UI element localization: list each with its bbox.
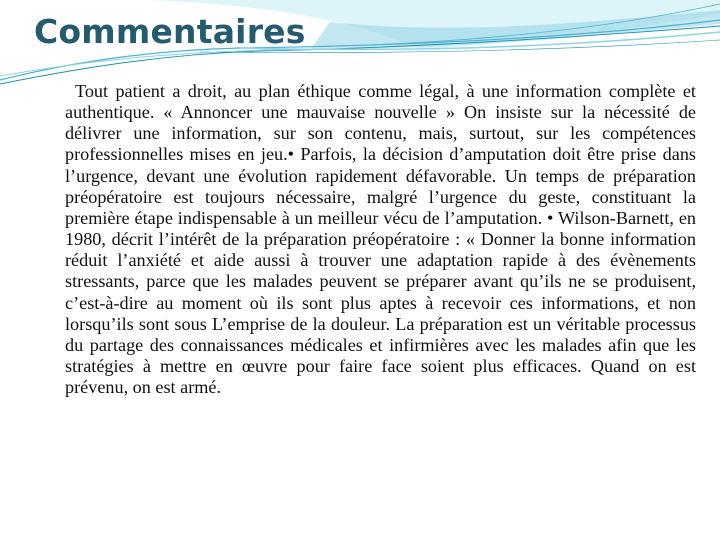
slide-title: Commentaires xyxy=(34,12,306,51)
body-paragraph: Tout patient a droit, au plan éthique comme légal, à une information complète et authentique. « Annoncer une mauvaise nouvelle » On insiste sur la nécessité de délivrer une information, sur son contenu, mais, surtout, sur les compétences professionnelles mises en jeu.• Parfois, la décision d’amputation doit être prise dans l’urgence, devant une évolution rapidement défavorable. Un temps de préparation préopératoire est toujours nécessaire, malgré l’urgence du geste, constituant la première étape indispensable à un meilleur vécu de l’amputation. • Wilson-Barnett, en 1980, décrit l’intérêt de la préparation préopératoire : « Donner la bonne information réduit l’anxiété et aide aussi à trouver une adaptation rapide à des évènements stressants, parce que les malades peuvent se préparer avant qu’ils ne se produisent, c’est-à-dire au moment où ils sont plus aptes à recevoir ces informations, et non lorsqu’ils sont sous L’emprise de la douleur. La préparation est un véritable processus du partage des connaissances médicales et infirmières avec les malades afin que les stratégies à mettre en œuvre pour faire face soient plus efficaces. Quand on est prévenu, on est armé. xyxy=(65,81,696,398)
